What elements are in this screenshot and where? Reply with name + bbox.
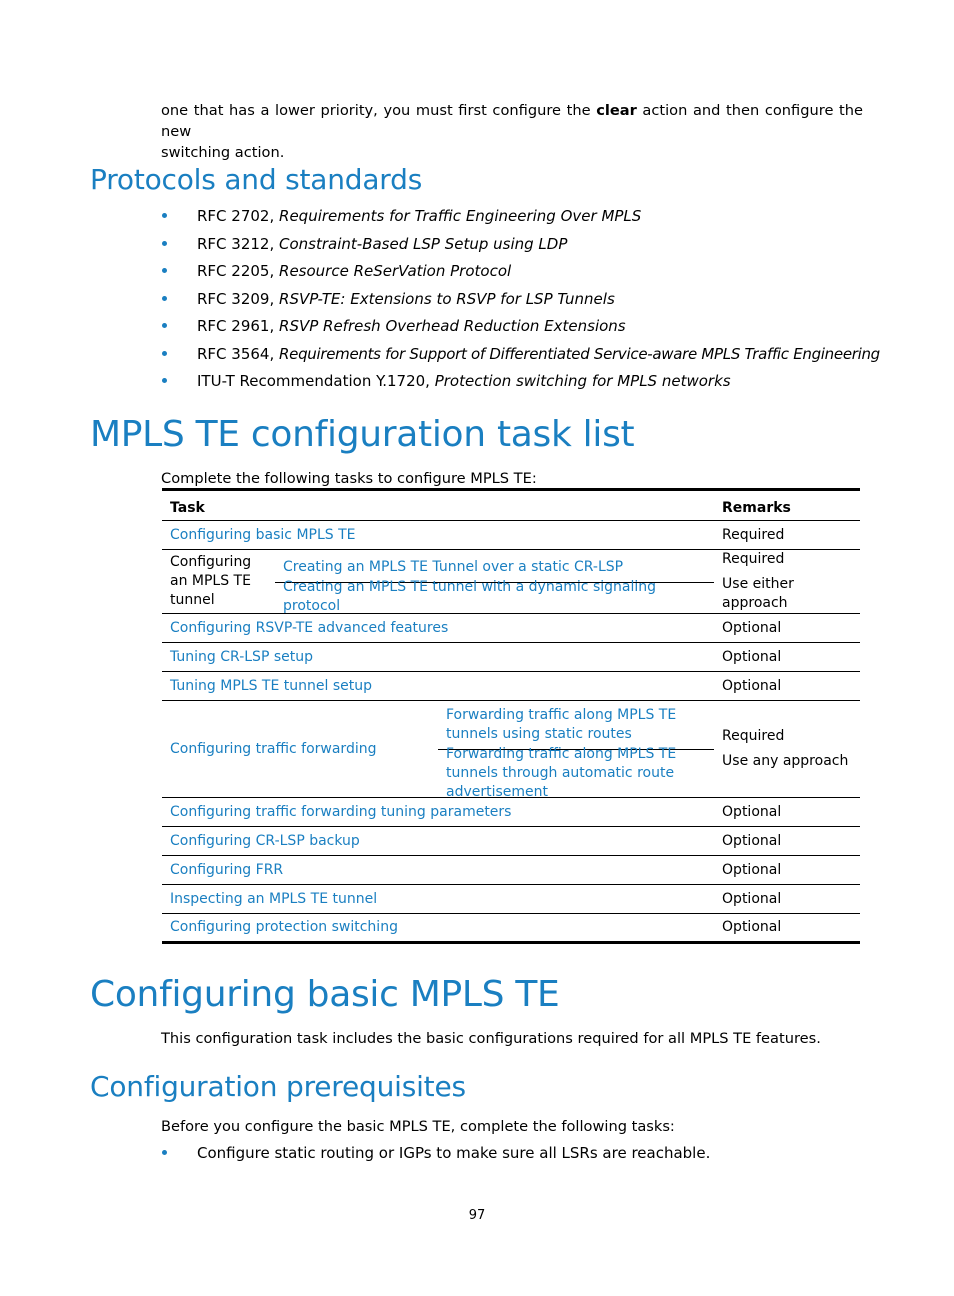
link-tuning-crlsp[interactable]: Tuning CR-LSP setup [170,648,313,665]
basic-text: This configuration task includes the basic configurations required for all MPLS TE features. [161,1030,821,1047]
list-item: RFC 2702, Requirements for Traffic Engineering Over MPLS [197,206,880,234]
list-item: RFC 2961, RSVP Refresh Overhead Reduction Extensions [197,316,880,344]
list-item: RFC 3564, Requirements for Support of Differentiated Service-aware MPLS Traffic Engineering [197,344,880,372]
bullet-icon [162,378,167,383]
list-item: RFC 3209, RSVP-TE: Extensions to RSVP for LSP Tunnels [197,289,880,317]
table-row [162,672,860,701]
remark-cell: Optional [714,672,860,701]
remark-cell: Optional [714,914,860,943]
prereq-list [197,1143,710,1171]
bullet-icon [162,323,167,328]
remark-cell: Optional [714,827,860,856]
column-header-task: Task [162,490,714,521]
bullet-icon [162,241,167,246]
link-forwarding-auto-route[interactable]: Forwarding traffic along MPLS TE tunnels through automatic route advertisement [446,746,677,800]
remark-cell: Optional [714,885,860,914]
link-inspecting-tunnel[interactable]: Inspecting an MPLS TE tunnel [170,890,378,907]
intro-line-2: switching action. [161,144,285,161]
intro-paragraph [161,100,863,163]
link-configuring-basic-mpls-te[interactable]: Configuring basic MPLS TE [170,526,356,543]
remark-cell: Optional [714,798,860,827]
table-row [162,914,860,943]
remark-cell: Required [714,521,860,550]
list-item: RFC 3212, Constraint-Based LSP Setup using LDP [197,234,880,262]
group-cell-tunnel: Configuring an MPLS TE tunnel [162,550,275,614]
clear-keyword: clear [596,102,637,119]
table-row [162,701,860,798]
table-row [162,856,860,885]
table-header-row [162,490,860,521]
link-protection-switching[interactable]: Configuring protection switching [170,919,398,935]
table-row [162,827,860,856]
link-forwarding-tuning[interactable]: Configuring traffic forwarding tuning parameters [170,803,512,820]
link-rsvp-te-advanced[interactable]: Configuring RSVP-TE advanced features [170,619,449,636]
table-row [162,550,860,614]
bullet-icon [162,213,167,218]
basic-heading: Configuring basic MPLS TE [90,974,560,1015]
link-configuring-frr[interactable]: Configuring FRR [170,861,284,878]
column-header-remarks: Remarks [714,490,860,521]
table-row [162,885,860,914]
bullet-icon [162,1150,167,1155]
remark-cell: Optional [714,856,860,885]
remark-cell: Required Use either approach [714,550,860,614]
link-configuring-traffic-forwarding[interactable]: Configuring traffic forwarding [170,740,377,757]
link-dynamic-signaling-tunnel[interactable]: Creating an MPLS TE tunnel with a dynamic signaling protocol [283,578,657,614]
bullet-icon [162,296,167,301]
prereq-text: Before you configure the basic MPLS TE, complete the following tasks: [161,1118,675,1135]
prereq-heading: Configuration prerequisites [90,1070,466,1103]
remark-cell: Optional [714,614,860,643]
tasklist-intro: Complete the following tasks to configure MPLS TE: [161,470,537,487]
link-crlsp-backup[interactable]: Configuring CR-LSP backup [170,832,360,849]
list-item: ITU-T Recommendation Y.1720, Protection switching for MPLS networks [197,371,880,399]
link-forwarding-static-routes[interactable]: Forwarding traffic along MPLS TE tunnels using static routes [446,707,677,742]
page-number: 97 [468,1208,486,1223]
bullet-icon [162,351,167,356]
task-table [162,488,860,944]
list-item: RFC 2205, Resource ReSerVation Protocol [197,261,880,289]
remark-cell: Required Use any approach [714,701,860,798]
table-row [162,643,860,672]
list-item: Configure static routing or IGPs to make sure all LSRs are reachable. [197,1143,710,1171]
table-row [162,614,860,643]
intro-line-1: one that has a lower priority, you must first configure the clear action and then configure the new [161,102,863,140]
table-row [162,521,860,550]
link-tuning-tunnel-setup[interactable]: Tuning MPLS TE tunnel setup [170,677,372,694]
link-static-crlsp-tunnel[interactable]: Creating an MPLS TE Tunnel over a static CR-LSP [283,558,624,575]
bullet-icon [162,268,167,273]
protocols-heading: Protocols and standards [90,163,423,196]
tasklist-heading: MPLS TE configuration task list [90,414,635,455]
remark-cell: Optional [714,643,860,672]
protocols-list [197,206,880,399]
